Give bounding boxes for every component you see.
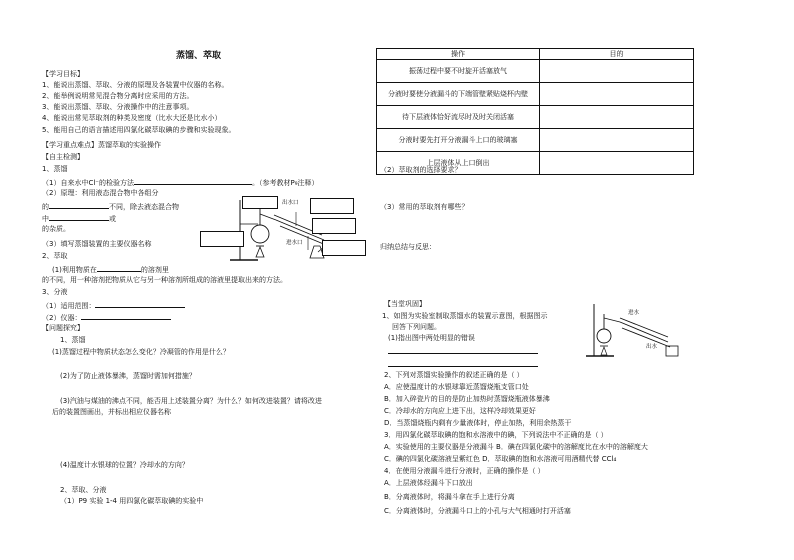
goal-5: 5、能用自己的语言描述用四氯化碳萃取碘的步骤和实验现象。 xyxy=(42,126,236,134)
separation-scope: （1）适用范围： xyxy=(42,300,185,311)
explore-q3b: 后的装置图画出，并标出相应仪器名称 xyxy=(52,408,171,416)
goal-2: 2、能举例说明常见混合物分离时应采用的方法。 xyxy=(42,92,194,100)
explore-distillation: 1、蒸馏 xyxy=(60,336,86,344)
answer-box-5[interactable] xyxy=(322,240,366,256)
practice-3: 3．用四氯化碳萃取碘的饱和水溶液中的碘，下列说法中不正确的是（ ） xyxy=(384,431,608,439)
diagram1-inlet-label: 出水口 xyxy=(282,200,299,206)
practice-1-blank xyxy=(388,346,538,357)
practice-header: 【当堂巩固】 xyxy=(384,300,426,308)
practice-2: 2、下列对蒸馏实验操作的叙述正确的是（ ） xyxy=(384,371,524,379)
page-title: 蒸馏、萃取 xyxy=(176,51,222,61)
practice-distillation-diagram xyxy=(580,300,690,360)
goal-1: 1、能说出蒸馏、萃取、分液的原理及各装置中仪器的名称。 xyxy=(42,81,229,89)
table-cell-purpose[interactable] xyxy=(540,129,694,152)
table-header-operation: 操作 xyxy=(377,49,540,60)
explore-header: 【问题探究】 xyxy=(42,324,84,332)
practice-4: 4．在使用分液漏斗进行分液时，正确的操作是（ ） xyxy=(384,467,545,475)
q3-line: （3）填写蒸馏装置的主要仪器名称 xyxy=(42,240,152,248)
separation-instruments: （2）仪器： xyxy=(42,312,171,323)
extraction-line-a: (1)利用物质在 的溶剂里 xyxy=(52,266,169,274)
q2-line-c: 中 或 xyxy=(42,215,116,223)
summary-reflection: 归纳总结与反思： xyxy=(380,243,436,251)
table-cell-purpose[interactable] xyxy=(540,106,694,129)
table-cell-operation: 振荡过程中要不时旋开活塞放气 xyxy=(377,60,540,83)
table-cell-operation: 分液时要先打开分液漏斗上口的玻璃塞 xyxy=(377,129,540,152)
table-cell-operation: 上层液体从上口倒出 xyxy=(377,152,540,175)
q2-line-a: （2）原理：利用液态混合物中各组分 xyxy=(42,189,159,197)
self-check-header: 【自主检测】 xyxy=(42,153,84,161)
explore-q4: (4)温度计水银球的位置？冷却水的方向？ xyxy=(60,461,189,469)
key-points: 【学习重点难点】蒸馏萃取的实验操作 xyxy=(42,141,161,149)
practice-2-a: A．应使温度计的水银球靠近蒸馏烧瓶支管口处 xyxy=(384,383,529,391)
question-3: （3）常用的萃取剂有哪些？ xyxy=(380,203,469,211)
table-cell-operation: 待下层液体恰好流尽时及时关闭活塞 xyxy=(377,106,540,129)
table-cell-purpose[interactable] xyxy=(540,152,694,175)
practice-1-blank-2 xyxy=(388,359,538,370)
table-cell-operation: 分液时要使分液漏斗的下端管壁紧贴烧杯内壁 xyxy=(377,83,540,106)
practice-2-b: B．加入碎瓷片的目的是防止加热时蒸馏烧瓶液体暴沸 xyxy=(384,395,550,403)
goals-header: 【学习目标】 xyxy=(42,70,84,78)
section-separation: 3、分液 xyxy=(42,288,68,296)
q2-line-d: 的杂质。 xyxy=(42,225,70,233)
explore-q1: (1)蒸馏过程中物质状态怎么变化？冷凝管的作用是什么？ xyxy=(52,348,230,356)
table-row xyxy=(377,106,694,129)
question-2: （2）萃取剂的选择要求？ xyxy=(380,166,462,174)
practice-3-ab: A．实验使用的主要仪器是分液漏斗 B．碘在四氯化碳中的溶解度比在水中的溶解度大 xyxy=(384,443,648,451)
answer-box-2[interactable] xyxy=(310,198,354,214)
answer-box-3[interactable] xyxy=(312,218,356,234)
explore-extraction: 2、萃取、分液 xyxy=(60,486,107,494)
q2-line-b: 的 不同，除去液态混合物 xyxy=(42,203,179,211)
explore-q3a: (3)汽油与煤油的沸点不同，能否用上述装置分离？为什么？如何改进装置？请将改进 xyxy=(60,397,322,405)
practice-4-a: A．上层液体经漏斗下口放出 xyxy=(384,479,473,487)
practice-3-cd: C．碘的四氯化碳溶液呈紫红色 D．萃取碘的饱和水溶液可用酒精代替 CCl₄ xyxy=(384,455,617,463)
table-row xyxy=(377,83,694,106)
goal-3: 3、能说出蒸馏、萃取、分液操作中的注意事项。 xyxy=(42,103,194,111)
practice-4-c: C．分离液体时，分液漏斗口上的小孔与大气相通时打开活塞 xyxy=(384,507,571,515)
practice-1a: 1、如图为实验室制取蒸馏水的装置示意图，根据图示 xyxy=(382,312,548,320)
practice-2-c: C．冷却水的方向应上进下出，这样冷却效果更好 xyxy=(384,407,536,415)
table-row xyxy=(377,129,694,152)
extraction-line-b: 的不同，用一种溶剂把物质从它与另一种溶剂所组成的溶液里提取出来的方法。 xyxy=(42,276,287,284)
answer-box-4[interactable] xyxy=(200,231,244,247)
diagram2-label-in: 进水 xyxy=(628,310,640,316)
operations-table xyxy=(376,48,694,175)
practice-1c: (1)指出图中两处明显的错误 xyxy=(388,334,475,342)
table-cell-purpose[interactable] xyxy=(540,83,694,106)
diagram1-outlet-label: 进水口 xyxy=(286,240,303,246)
table-header-purpose: 目的 xyxy=(540,49,694,60)
explore-extraction-q1: （1）P9 实验 1-4 用四氯化碳萃取碘的实验中 xyxy=(60,497,204,505)
table-row xyxy=(377,60,694,83)
practice-4-b: B．分离液体时，将漏斗拿在手上进行分离 xyxy=(384,493,515,501)
practice-2-d: D．当蒸馏烧瓶内剩有少量液体时，停止加热，利用余热蒸干 xyxy=(384,419,572,427)
answer-box-1[interactable] xyxy=(242,196,278,209)
q1-line: （1）自来水中Cl⁻的检验方法 。（参考教材P₉注释） xyxy=(42,179,319,187)
table-cell-purpose[interactable] xyxy=(540,60,694,83)
practice-1b: 回答下列问题。 xyxy=(392,323,441,331)
diagram2-label-out: 出水 xyxy=(646,344,658,350)
table-header-row xyxy=(377,49,694,60)
explore-q2: (2)为了防止液体暴沸，蒸馏时需加何措施？ xyxy=(60,372,196,380)
section-extraction: 2、萃取 xyxy=(42,252,68,260)
goal-4: 4、能说出常见萃取剂的种类及密度（比水大还是比水小） xyxy=(42,114,222,122)
section-distillation: 1、蒸馏 xyxy=(42,165,68,173)
